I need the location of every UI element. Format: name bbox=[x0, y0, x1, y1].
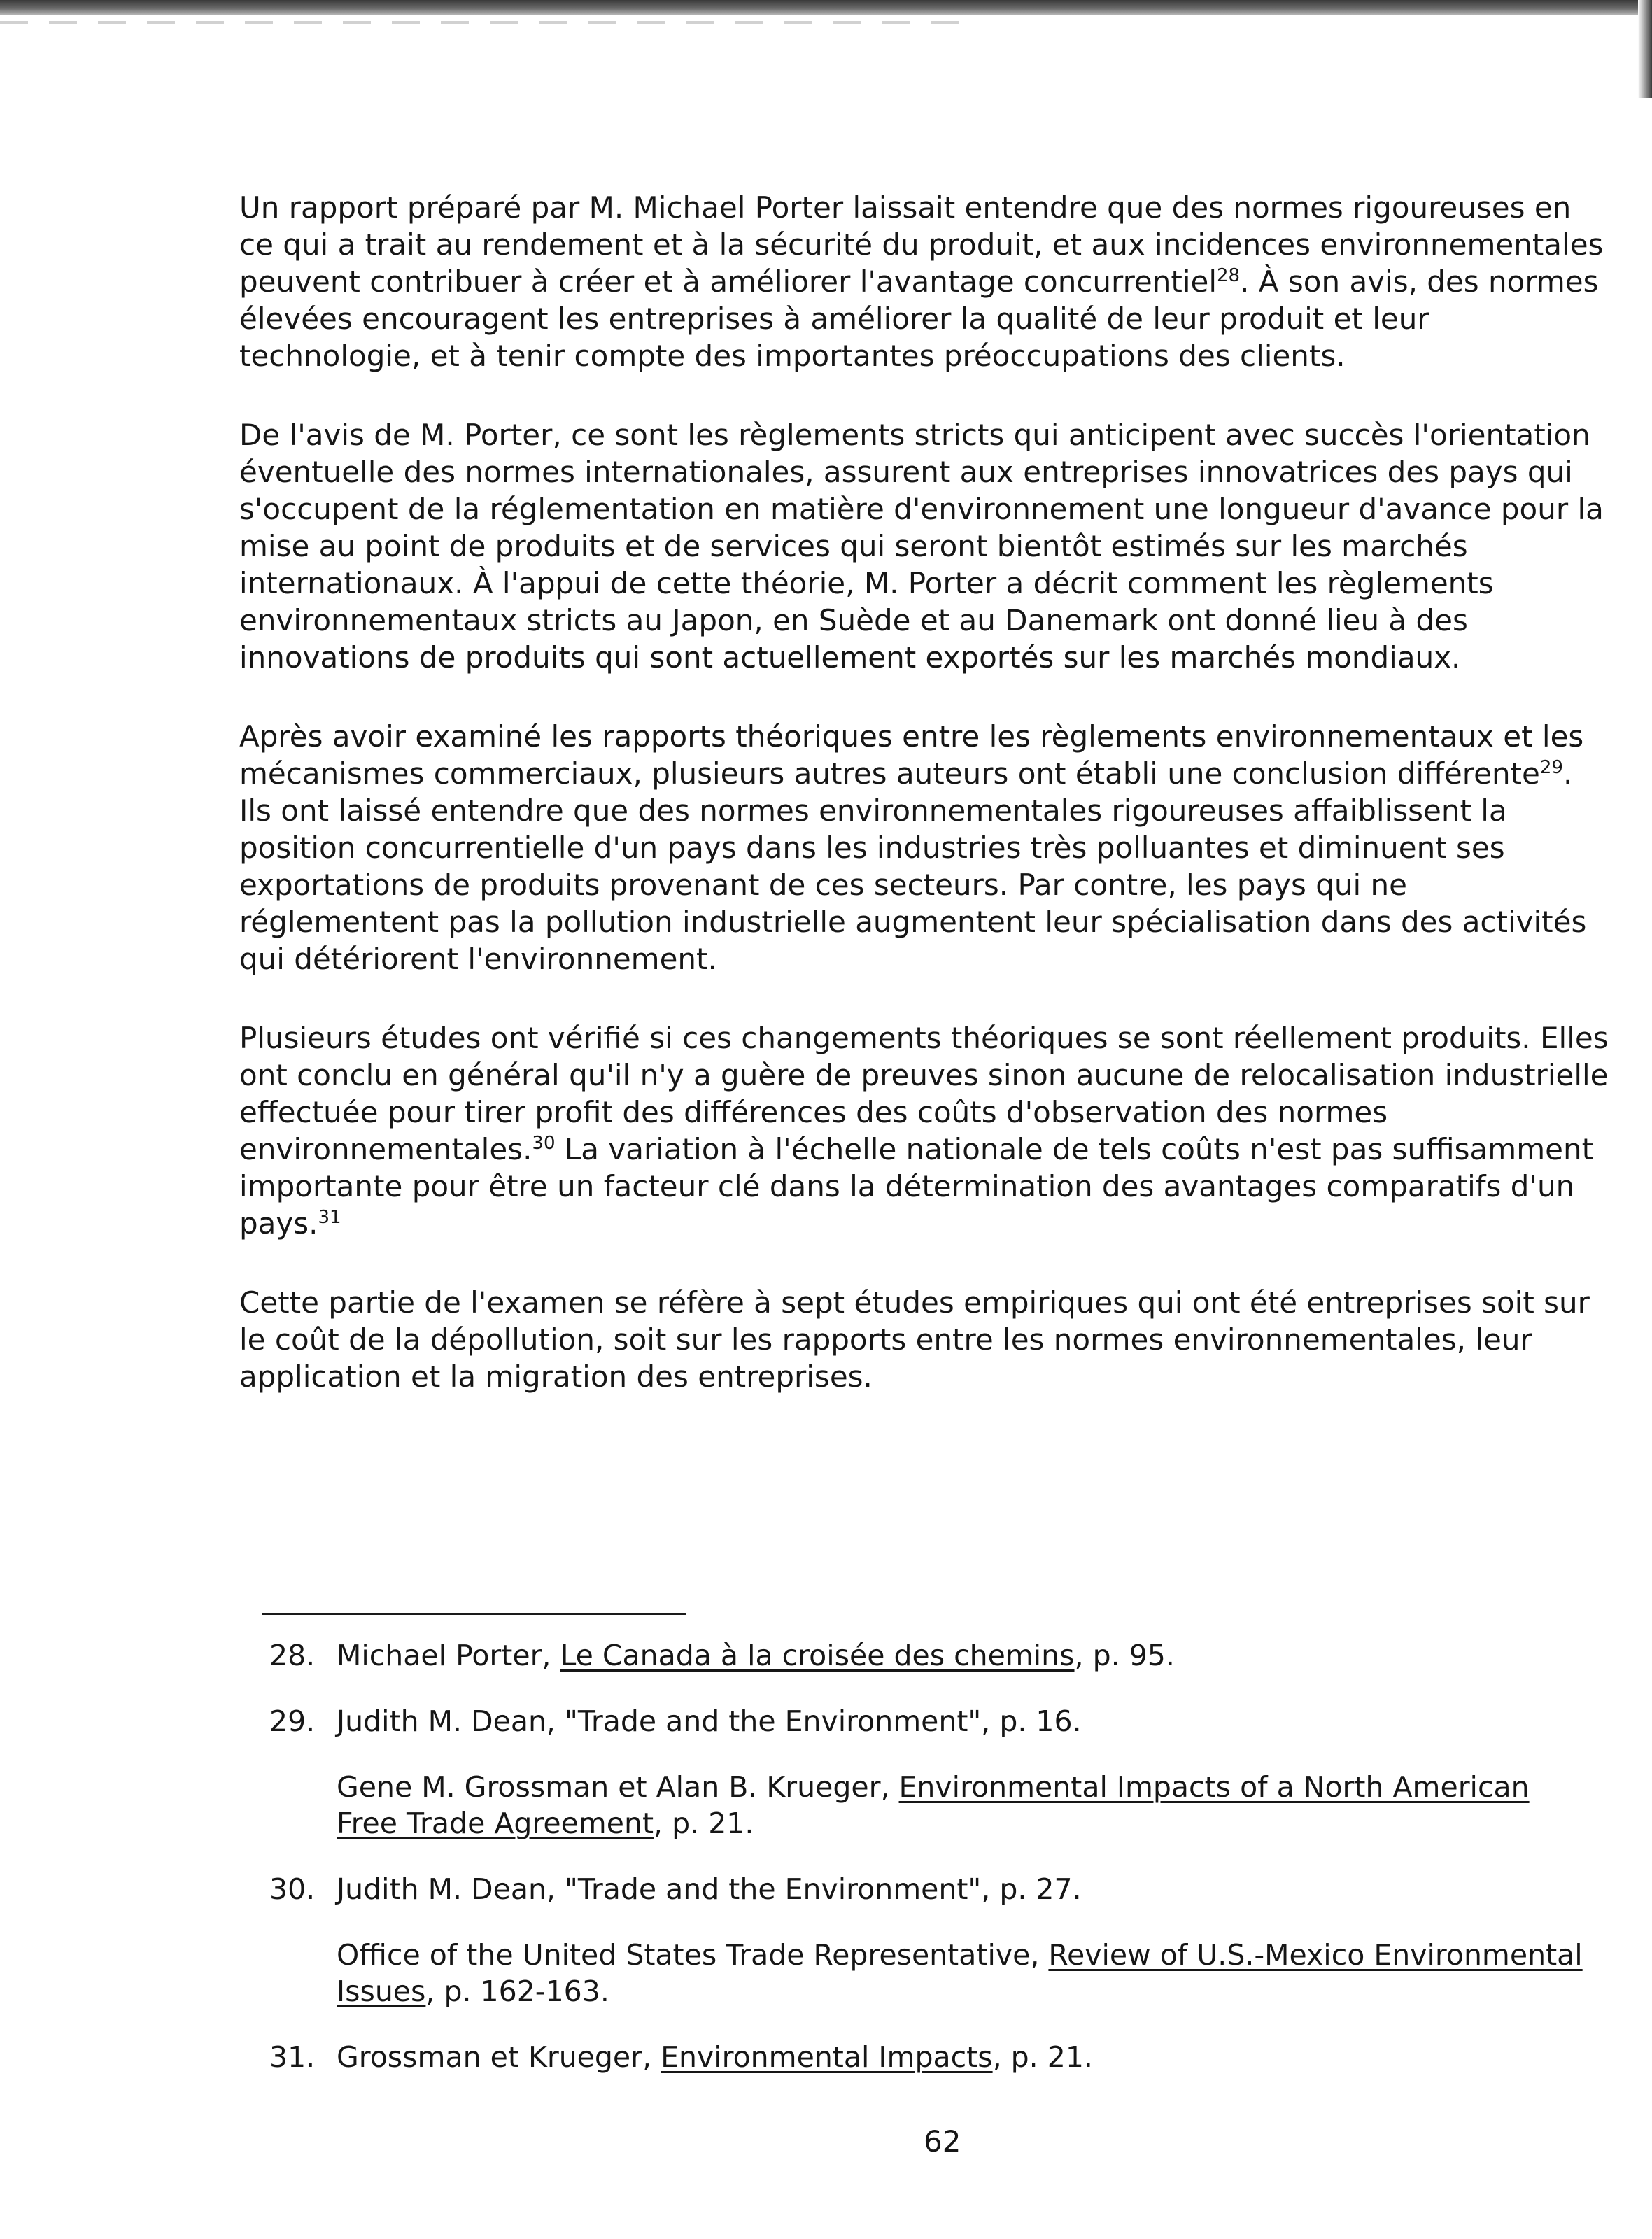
footnote-29-continued: Gene M. Grossman et Alan B. Krueger, Environmental Impacts of a North American Free Trade Agreement, p. 21. bbox=[337, 1770, 1530, 1840]
footnote-29: 29. Judith M. Dean, "Trade and the Environment", p. 16. bbox=[269, 1704, 1082, 1738]
footnotes bbox=[269, 1637, 1599, 2105]
scan-noise-line bbox=[0, 21, 980, 24]
footnote-ref-29: 29 bbox=[1539, 757, 1563, 778]
footnote-ref-31: 31 bbox=[318, 1207, 341, 1228]
body-text bbox=[239, 189, 1611, 1437]
paragraph-1: Un rapport préparé par M. Michael Porter laissait entendre que des normes rigoureuses en ce qui a trait au rendement et à la sécurité du produit, et aux incidences environnementales peuvent contribuer à créer et à améliorer l'avantage concurrentiel$^{28}$. À son avis, des normes élevées encouragent les entreprises à améliorer la qualité de leur produit et leur technologie, et à tenir compte des importantes préoccupations des clients. bbox=[239, 190, 1604, 373]
paragraph-3: Après avoir examiné les rapports théoriques entre les règlements environnementaux et les mécanismes commerciaux, plusieurs autres auteurs ont établi une conclusion différente$^{29}$. Ils ont laissé entendre que des normes environnementales rigoureuses affaiblissent la position concurrentielle d'un pays dans les industries très polluantes et diminuent ses exportations de produits provenant de ces secteurs. Par contre, les pays qui ne réglementent pas la pollution industrielle augmentent leur spécialisation dans des activités qui détériorent l'environnement. bbox=[239, 719, 1587, 976]
footnote-30: 30. Judith M. Dean, "Trade and the Environment", p. 27. bbox=[269, 1872, 1082, 1906]
scan-edge-top bbox=[0, 0, 1652, 15]
footnote-title: Review of U.S.-Mexico Environmental Issues bbox=[337, 1938, 1583, 2008]
page-number: 62 bbox=[924, 2124, 961, 2159]
footnote-30-continued: Office of the United States Trade Representative, Review of U.S.-Mexico Environmental Issues, p. 162-163. bbox=[337, 1938, 1583, 2008]
paragraph-5: Cette partie de l'examen se réfère à sept études empiriques qui ont été entreprises soit sur le coût de la dépollution, soit sur les rapports entre les normes environnementales, leur application et la migration des entreprises. bbox=[239, 1285, 1590, 1394]
footnote-title: Environmental Impacts of a North American Free Trade Agreement bbox=[337, 1770, 1530, 1840]
paragraph-2: De l'avis de M. Porter, ce sont les règlements stricts qui anticipent avec succès l'orientation éventuelle des normes internationales, assurent aux entreprises innovatrices des pays qui s'occupent de la réglementation en matière d'environnement une longueur d'avance pour la mise au point de produits et de services qui seront bientôt estimés sur les marchés internationaux. À l'appui de cette théorie, M. Porter a décrit comment les règlements environnementaux stricts au Japon, en Suède et au Danemark ont donné lieu à des innovations de produits qui sont actuellement exportés sur les marchés mondiaux. bbox=[239, 418, 1604, 674]
footnote-ref-28: 28 bbox=[1217, 265, 1241, 286]
footnote-ref-30: 30 bbox=[532, 1133, 556, 1154]
footnote-separator bbox=[262, 1613, 686, 1615]
footnote-28: 28. Michael Porter, Le Canada à la croisée des chemins, p. 95. bbox=[269, 1639, 1175, 1672]
scan-edge-right bbox=[1638, 0, 1652, 98]
paragraph-4: Plusieurs études ont vérifié si ces changements théoriques se sont réellement produits. Elles ont conclu en général qu'il n'y a guère de preuves sinon aucune de relocalisation industrielle effectuée pour tirer profit des différences des coûts d'observation des normes environnementales.$^{30}$ La variation à l'échelle nationale de tels coûts n'est pas suffisamment importante pour être un facteur clé dans la détermination des avantages comparatifs d'un pays.$^{31}$ bbox=[239, 1021, 1609, 1241]
footnote-31: 31. Grossman et Krueger, Environmental Impacts, p. 21. bbox=[269, 2040, 1093, 2074]
footnote-title: Environmental Impacts bbox=[661, 2040, 993, 2074]
footnote-title: Le Canada à la croisée des chemins bbox=[560, 1639, 1075, 1672]
